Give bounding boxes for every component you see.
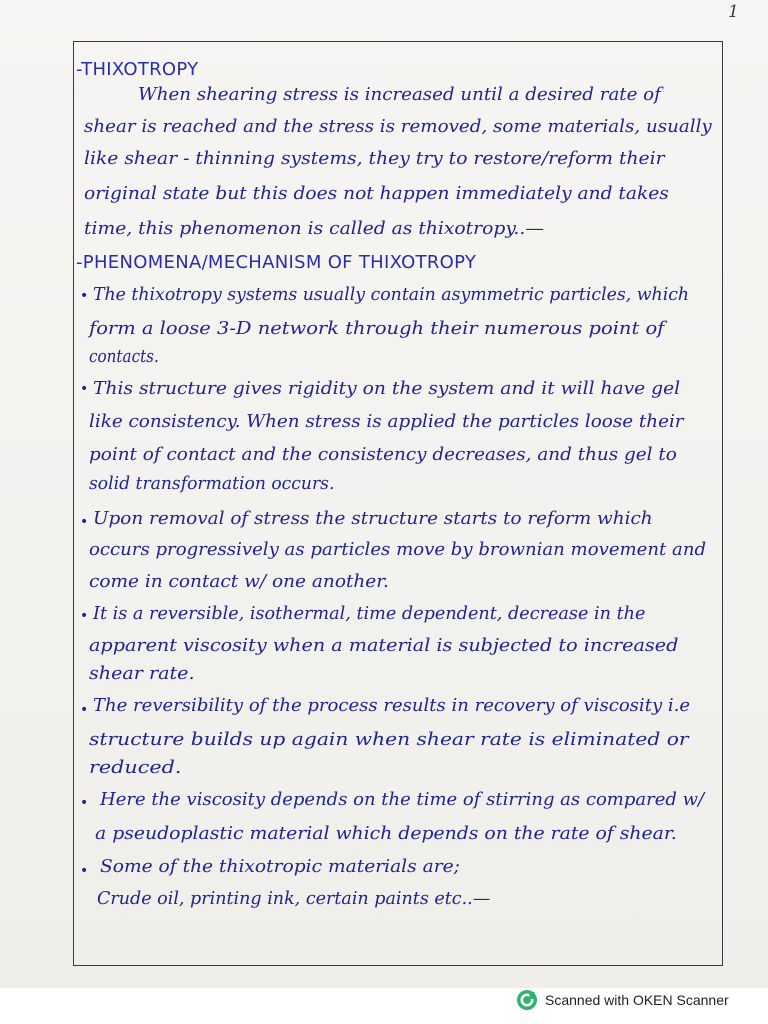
bullet-point-icon: • xyxy=(80,795,89,811)
text-line: Here the viscosity depends on the time of stirring as compared w/ xyxy=(100,789,705,810)
text-line: Upon removal of stress the structure starts to reform which xyxy=(93,508,653,529)
text-line: Some of the thixotropic materials are; xyxy=(100,856,460,877)
text-line: structure builds up again when shear rate is eliminated or xyxy=(89,729,689,750)
text-line: original state but this does not happen immediately and takes xyxy=(84,183,669,204)
text-line: reduced. xyxy=(89,757,182,778)
heading-thixotropy: -THIXOTROPY xyxy=(76,59,199,80)
bullet-point-icon: • xyxy=(80,608,89,624)
text-line: occurs progressively as particles move by brownian movement and xyxy=(89,539,707,560)
bullet-point-icon: • xyxy=(80,288,89,304)
text-line: The reversibility of the process results in recovery of viscosity i.e xyxy=(93,695,691,716)
text-line: like shear - thinning systems, they try to restore/reform their xyxy=(84,148,665,169)
text-line: time, this phenomenon is called as thixotropy..— xyxy=(84,218,544,239)
bullet-point-icon: • xyxy=(80,514,89,530)
text-line: Crude oil, printing ink, certain paints etc..— xyxy=(97,888,491,909)
scanner-watermark xyxy=(516,989,729,1011)
text-line: form a loose 3-D network through their numerous point of xyxy=(89,318,665,339)
heading-phenomena-mechanism: -PHENOMENA/MECHANISM OF THIXOTROPY xyxy=(76,252,477,273)
text-line: When shearing stress is increased until a desired rate of xyxy=(138,84,661,105)
text-line: The thixotropy systems usually contain asymmetric particles, which xyxy=(93,284,690,305)
text-line: a pseudoplastic material which depends on the rate of shear. xyxy=(95,823,677,844)
bullet-point-icon: • xyxy=(80,702,89,718)
text-line: come in contact w/ one another. xyxy=(89,571,389,592)
oken-scanner-logo-icon xyxy=(516,989,538,1011)
text-line: It is a reversible, isothermal, time dependent, decrease in the xyxy=(93,603,646,624)
text-line: This structure gives rigidity on the system and it will have gel xyxy=(93,378,681,399)
bullet-point-icon: • xyxy=(80,863,89,879)
text-line: shear is reached and the stress is removed, some materials, usually xyxy=(84,116,712,137)
text-line: point of contact and the consistency decreases, and thus gel to xyxy=(89,444,677,465)
scanner-watermark-label: Scanned with OKEN Scanner xyxy=(545,992,729,1008)
bullet-point-icon: • xyxy=(80,381,89,397)
text-line: solid transformation occurs. xyxy=(89,473,335,494)
text-line: shear rate. xyxy=(89,663,195,684)
text-line: contacts. xyxy=(89,346,159,367)
text-line: apparent viscosity when a material is subjected to increased xyxy=(89,635,679,656)
page-number: 1 xyxy=(728,2,739,22)
text-line: like consistency. When stress is applied the particles loose their xyxy=(89,411,684,432)
